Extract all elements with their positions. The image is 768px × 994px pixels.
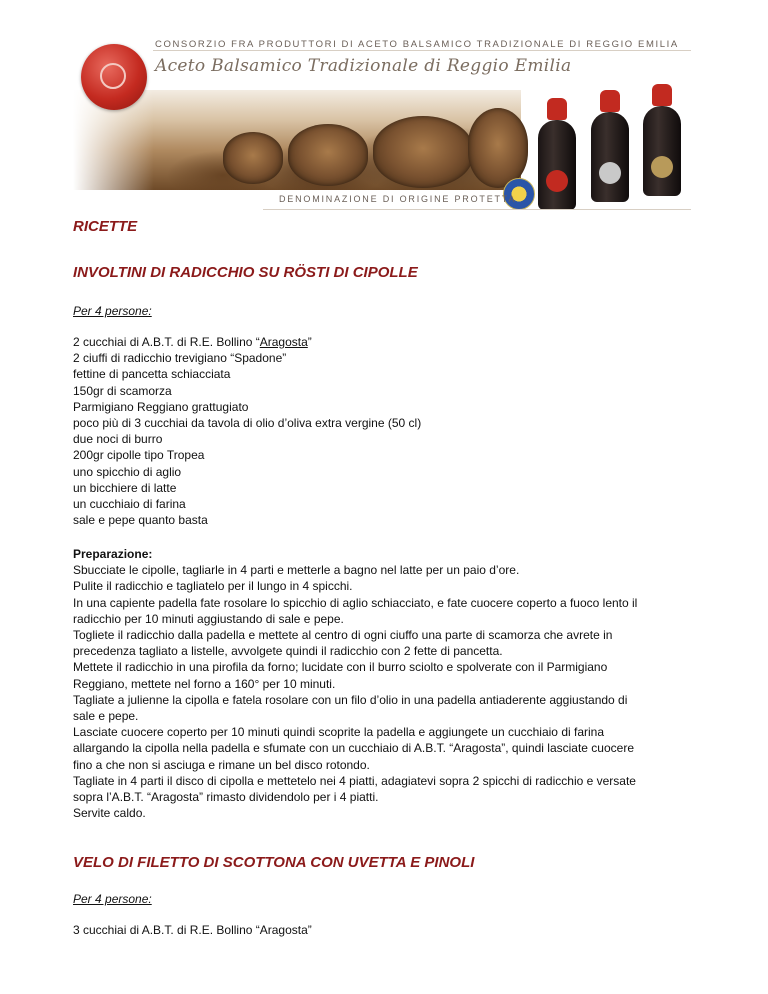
ingredient-item: 3 cucchiai di A.B.T. di R.E. Bollino “Aragosta” bbox=[73, 923, 312, 937]
bottle-gold-icon bbox=[643, 106, 681, 196]
preparation-line: fino a che non si asciuga e rimane un bel disco rotondo. bbox=[73, 757, 370, 772]
servings: Per 4 persone: bbox=[73, 304, 152, 318]
preparation-line: Lasciate cuocere coperto per 10 minuti quindi scoprite la padella e aggiungete un cucchiaio di farina bbox=[73, 725, 605, 740]
preparation-line: Reggiano, mettete nel forno a 160° per 10 minuti. bbox=[73, 676, 336, 691]
ingredient-item: un bicchiere di latte bbox=[73, 480, 177, 495]
bottle-silver-icon bbox=[591, 112, 629, 202]
preparation-line: Sbucciate le cipolle, tagliarle in 4 parti e metterle a bagno nel latte per un paio d’ore. bbox=[73, 563, 520, 578]
preparation-line: Togliete il radicchio dalla padella e mettete al centro di ogni ciuffo una parte di scamorza che avrete in bbox=[73, 628, 613, 643]
preparation-line: Tagliate in 4 parti il disco di cipolla e mettetelo nei 4 piatti, adagiatevi sopra 2 spicchi di radicchio e versate bbox=[73, 773, 636, 788]
ingredient-item: sale e pepe quanto basta bbox=[73, 513, 208, 528]
script-title: Aceto Balsamico Tradizionale di Reggio Emilia bbox=[155, 56, 572, 76]
preparation-line: allargando la cipolla nella padella e sfumate con un cucchiaio di A.B.T. “Aragosta”, quindi lasciate cuocere bbox=[73, 741, 634, 756]
bottle-cap-icon bbox=[600, 90, 620, 112]
bottle-label-red-icon bbox=[546, 170, 568, 192]
preparation-line: Servite caldo. bbox=[73, 806, 146, 821]
barrel-image bbox=[288, 124, 368, 186]
bottle-label-gold-icon bbox=[651, 156, 673, 178]
header-banner bbox=[73, 30, 691, 215]
dop-caption: DENOMINAZIONE DI ORIGINE PROTETTA bbox=[279, 194, 517, 204]
ingredient-list bbox=[73, 922, 693, 938]
header-bottom-rule bbox=[263, 209, 691, 210]
ingredient-item: uno spicchio di aglio bbox=[73, 464, 182, 479]
ingredient-item: due noci di burro bbox=[73, 432, 163, 447]
preparation-line: Pulite il radicchio e tagliatelo per il lungo in 4 spicchi. bbox=[73, 579, 353, 594]
preparation-line: sopra l’A.B.T. “Aragosta” rimasto dividendolo per i 4 piatti. bbox=[73, 790, 379, 805]
bottle-red-icon bbox=[538, 120, 576, 210]
servings: Per 4 persone: bbox=[73, 892, 152, 906]
header-top-rule bbox=[153, 50, 691, 51]
preparation bbox=[73, 546, 693, 821]
page-title: RICETTE bbox=[73, 218, 138, 235]
preparation-line: radicchio per 10 minuti aggiustando di sale e pepe. bbox=[73, 611, 344, 626]
bottle-cap-icon bbox=[547, 98, 567, 120]
recipe-title: INVOLTINI DI RADICCHIO SU RÖSTI DI CIPOLLE bbox=[73, 264, 418, 281]
barrel-image bbox=[373, 116, 473, 188]
ingredient-list bbox=[73, 334, 693, 528]
recipe-title: VELO DI FILETTO DI SCOTTONA CON UVETTA E PINOLI bbox=[73, 854, 475, 871]
preparation-label: Preparazione: bbox=[73, 547, 153, 561]
cellar-barrels-image bbox=[73, 90, 521, 190]
ingredient-item: 150gr di scamorza bbox=[73, 383, 172, 398]
ingredient-item: Parmigiano Reggiano grattugiato bbox=[73, 399, 249, 414]
preparation-line: In una capiente padella fate rosolare lo spicchio di aglio schiacciato, e fate cuocere coperto a fuoco lento il bbox=[73, 595, 638, 610]
bottle-label-silver-icon bbox=[599, 162, 621, 184]
ingredient-item: un cucchiaio di farina bbox=[73, 497, 186, 512]
barrel-image bbox=[468, 108, 528, 188]
barrel-image bbox=[223, 132, 283, 184]
consorzio-seal-logo-icon bbox=[81, 44, 147, 110]
preparation-line: sale e pepe. bbox=[73, 709, 139, 724]
bottle-cap-icon bbox=[652, 84, 672, 106]
ingredient-item: poco più di 3 cucchiai da tavola di olio d’oliva extra vergine (50 cl) bbox=[73, 416, 422, 431]
consorzio-name: CONSORZIO FRA PRODUTTORI DI ACETO BALSAMICO TRADIZIONALE DI REGGIO EMILIA bbox=[155, 39, 679, 50]
ingredient-item: fettine di pancetta schiacciata bbox=[73, 367, 231, 382]
ingredient-item: 2 ciuffi di radicchio trevigiano “Spadone” bbox=[73, 351, 287, 366]
ingredient-item: 200gr cipolle tipo Tropea bbox=[73, 448, 205, 463]
preparation-line: Mettete il radicchio in una pirofila da forno; lucidate con il burro sciolto e spolverate con il Parmigiano bbox=[73, 660, 608, 675]
aragosta-link[interactable]: Aragosta bbox=[259, 335, 308, 349]
preparation-line: precedenza tagliato a listelle, avvolgete quindi il radicchio con 2 fette di pancetta. bbox=[73, 644, 503, 659]
ingredient-item: 2 cucchiai di A.B.T. di R.E. Bollino “Aragosta” bbox=[73, 335, 312, 349]
preparation-line: Tagliate a julienne la cipolla e fatela rosolare con un filo d’olio in una padella antiaderente aggiustando di bbox=[73, 692, 628, 707]
